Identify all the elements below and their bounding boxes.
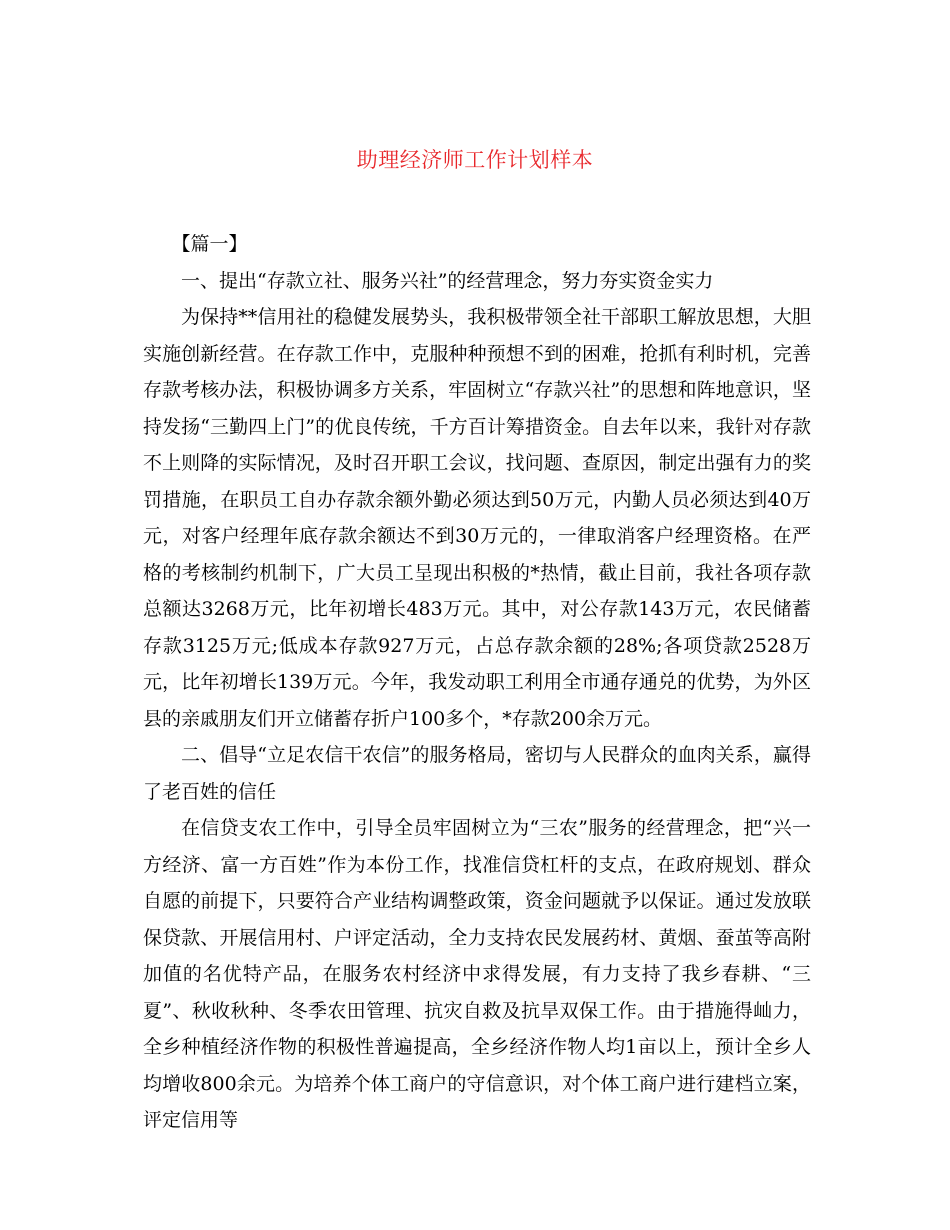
heading-two: 二、倡导“立足农信干农信”的服务格局，密切与人民群众的血肉关系，赢得了老百姓的信任 bbox=[143, 744, 811, 803]
paragraph-two: 在信贷支农工作中，引导全员牢固树立为“三农”服务的经营理念，把“兴一方经济、富一方百姓”作为本份工作，找准信贷杠杆的支点，在政府规划、群众自愿的前提下，只要符合产业结构调整政策，资金问题就予以保证。通过发放联保贷款、开展信用村、户评定活动，全力支持农民发展药材、黄烟、蚕茧等高附加值的名优特产品，在服务农村经济中求得发展，有力支持了我乡春耕、“三夏”、秋收秋种、冬季农田管理、抗灾自救及抗旱双保工作。由于措施得屾力，全乡种植经济作物的积极性普遍提高，全乡经济作物人均1亩以上，预计全乡人均增收800余元。为培养个体工商户的守信意识，对个体工商户进行建档立案，评定信用等 bbox=[143, 817, 811, 1131]
paragraph-one: 为保持**信用社的稳健发展势头，我积极带领全社干部职工解放思想，大胆实施创新经营。在存款工作中，克服种种预想不到的困难，抢抓有利时机，完善存款考核办法，积极协调多方关系，牢固树立“存款兴社”的思想和阵地意识，坚持发扬“三勤四上门”的优良传统，千方百计筹措资金。自去年以来，我针对存款不上则降的实际情况，及时召开职工会议，找问题、查原因，制定出强有力的奖罚措施，在职员工自办存款余额外勤必须达到50万元，内勤人员必须达到40万元，对客户经理年底存款余额达不到30万元的，一律取消客户经理资格。在严格的考核制约机制下，广大员工呈现出积极的*热情，截止目前，我社各项存款总额达3268万元，比年初增长483万元。其中，对公存款143万元，农民储蓄存款3125万元;低成本存款927万元，占总存款余额的28%;各项贷款2528万元，比年初增长139万元。今年，我发动职工利用全市通存通兑的优势，为外区县的亲戚朋友们开立储蓄存折户100多个，*存款200余万元。 bbox=[143, 306, 811, 730]
section-label: 【篇一】 bbox=[171, 233, 248, 255]
document-title: 助理经济师工作计划样本 bbox=[356, 148, 594, 172]
heading-one: 一、提出“存款立社、服务兴社”的经营理念，努力夯实资金实力 bbox=[181, 269, 714, 292]
document-body bbox=[143, 226, 811, 1139]
